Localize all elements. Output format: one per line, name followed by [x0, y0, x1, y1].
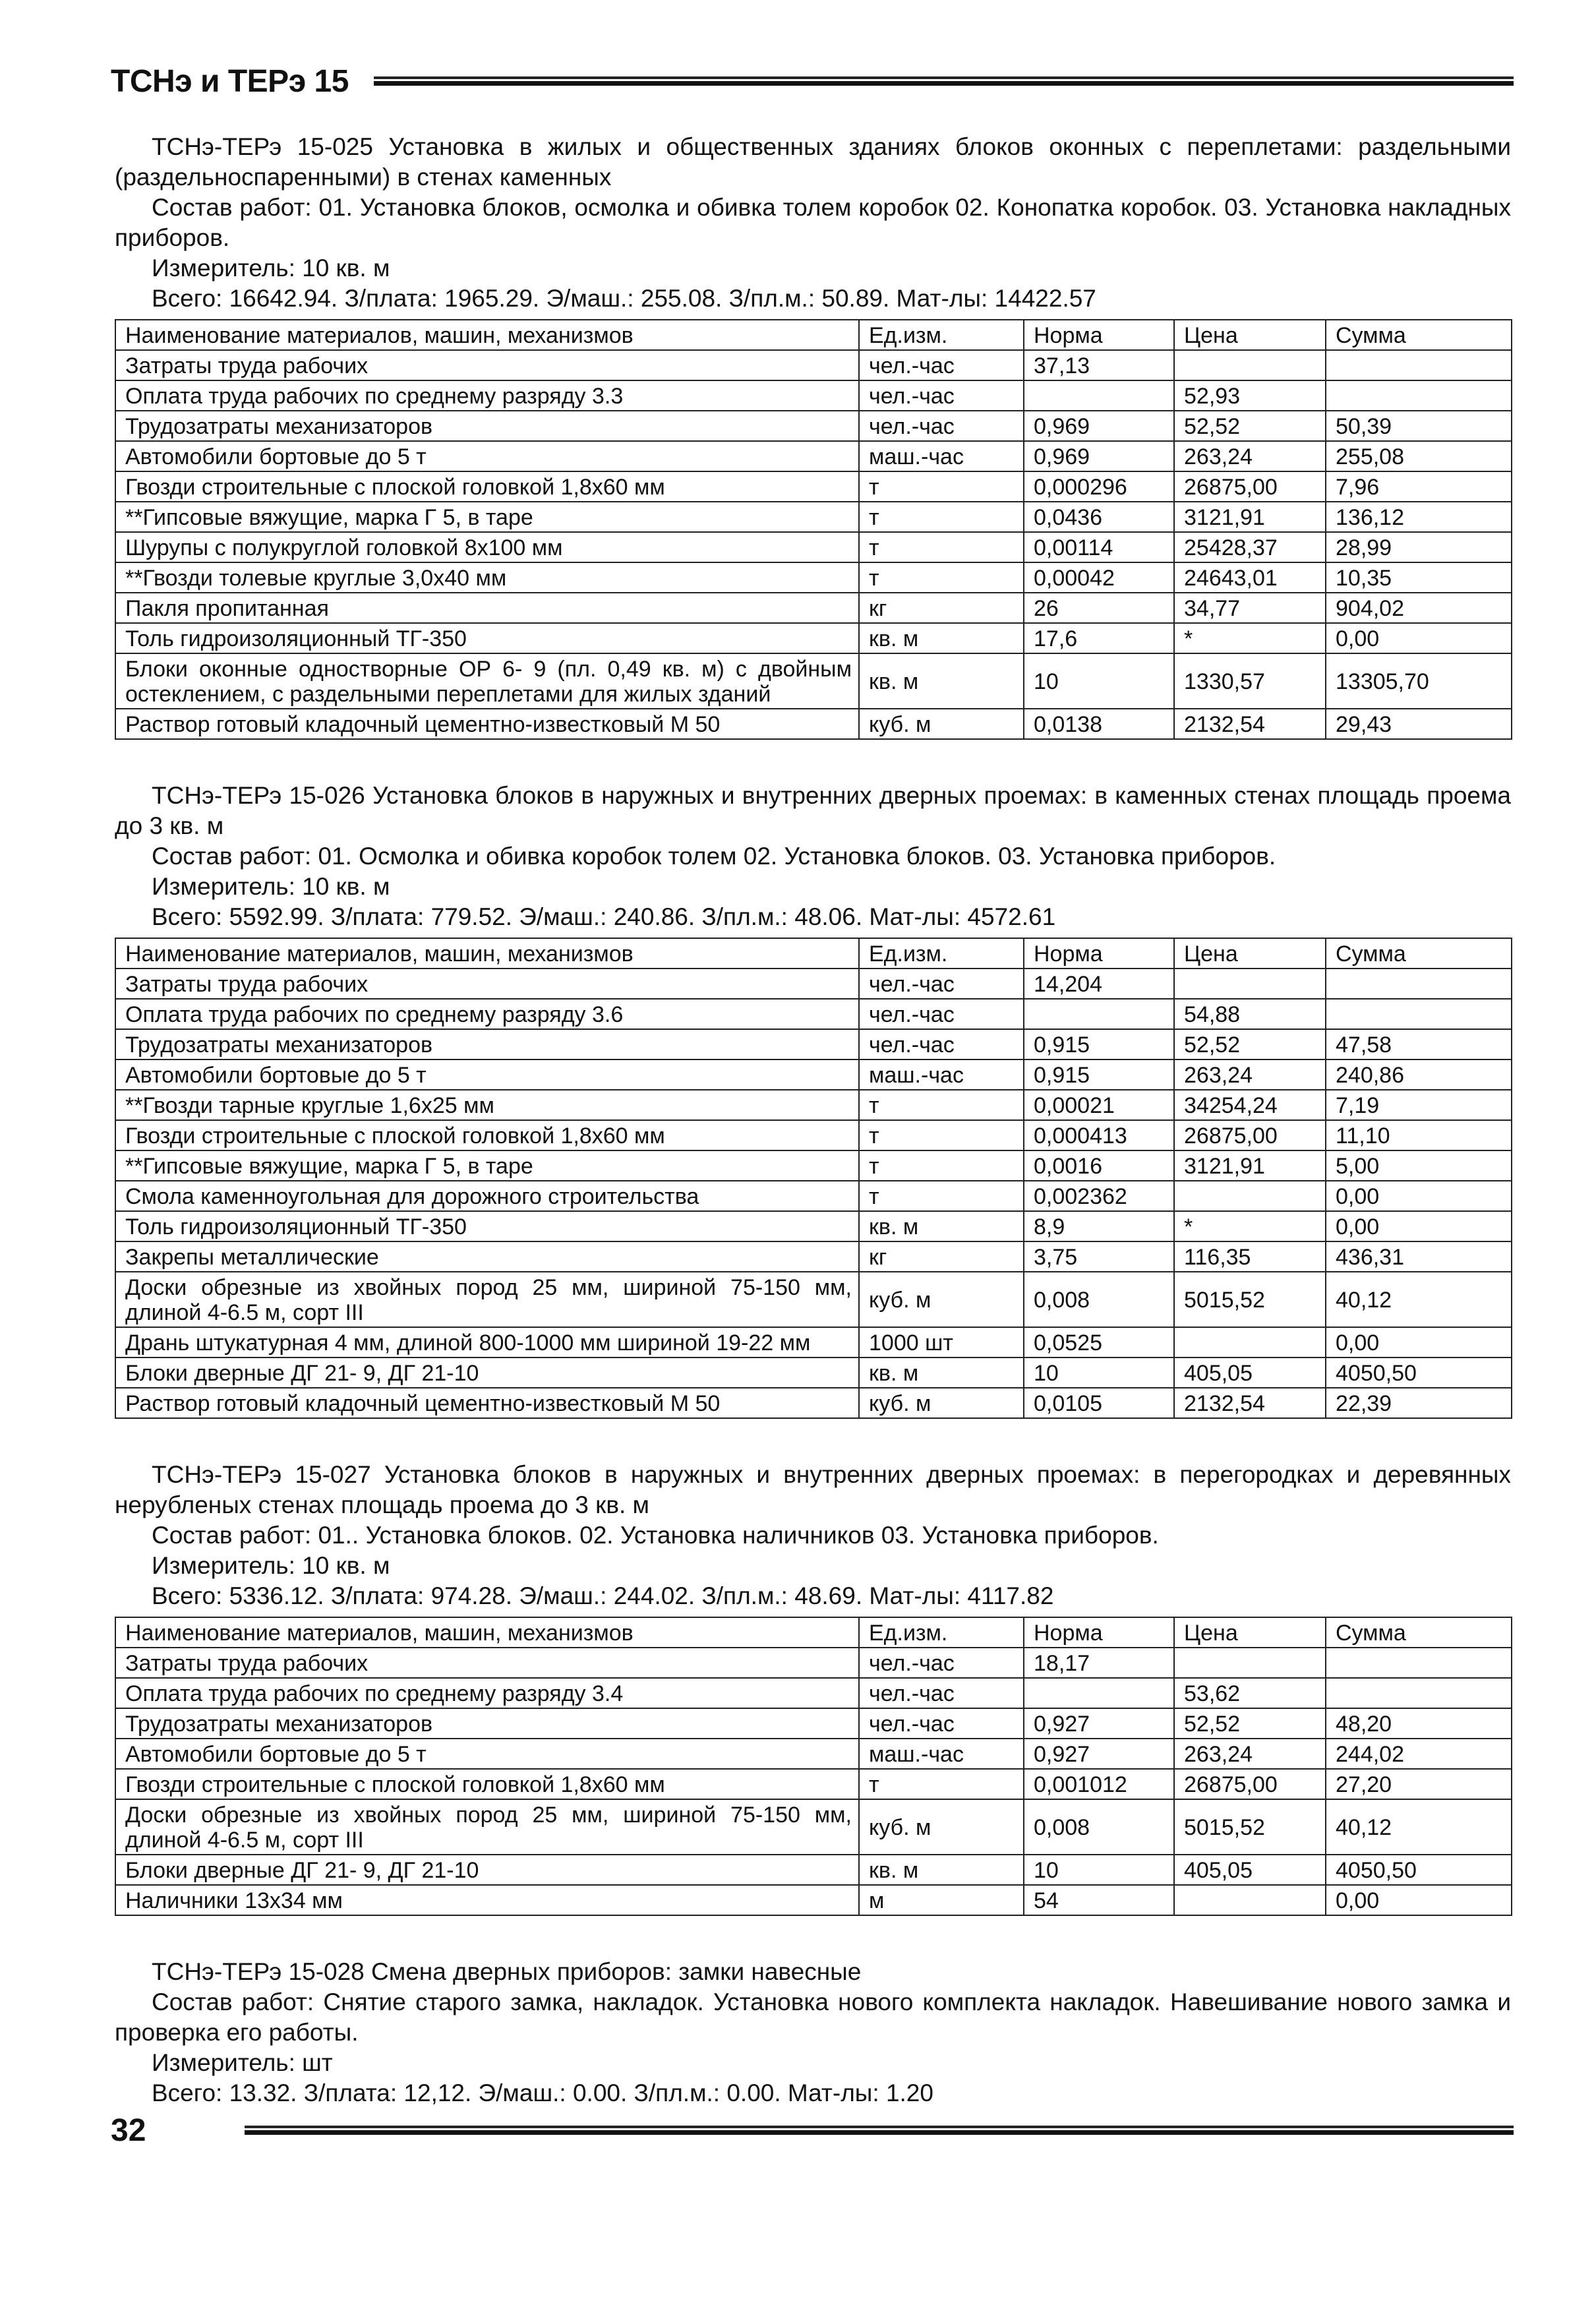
unit-cell: чел.-час: [859, 969, 1024, 999]
sum-cell: 47,58: [1326, 1029, 1512, 1059]
sum-cell: 244,02: [1326, 1739, 1512, 1769]
table-row: [115, 1181, 1512, 1211]
norm-cell: 0,0525: [1024, 1327, 1174, 1357]
unit-cell: чел.-час: [859, 1708, 1024, 1739]
price-cell: [1174, 1885, 1326, 1915]
table-row: [115, 1799, 1512, 1855]
sum-cell: [1326, 1648, 1512, 1678]
unit-cell: чел.-час: [859, 999, 1024, 1029]
unit-cell: чел.-час: [859, 1678, 1024, 1708]
column-header: Сумма: [1326, 320, 1512, 350]
norm-cell: [1024, 999, 1174, 1029]
norm-cell: 0,915: [1024, 1059, 1174, 1090]
sum-cell: [1326, 380, 1512, 411]
table-row: [115, 562, 1512, 593]
material-name-cell: Гвозди строительные с плоской головкой 1,8x60 мм: [115, 1769, 859, 1799]
price-cell: 263,24: [1174, 441, 1326, 471]
unit-cell: куб. м: [859, 1388, 1024, 1418]
norm-cell: 14,204: [1024, 969, 1174, 999]
sum-cell: 27,20: [1326, 1769, 1512, 1799]
sum-cell: 48,20: [1326, 1708, 1512, 1739]
unit-cell: т: [859, 1769, 1024, 1799]
norm-cell: 0,927: [1024, 1739, 1174, 1769]
price-cell: 2132,54: [1174, 1388, 1326, 1418]
column-header: Норма: [1024, 320, 1174, 350]
sum-cell: 0,00: [1326, 1211, 1512, 1241]
sum-cell: 4050,50: [1326, 1357, 1512, 1388]
unit-cell: т: [859, 1090, 1024, 1120]
price-cell: 1330,57: [1174, 653, 1326, 709]
norm-cell: 10: [1024, 653, 1174, 709]
table-row: [115, 441, 1512, 471]
norm-cell: 0,915: [1024, 1029, 1174, 1059]
price-cell: 263,24: [1174, 1739, 1326, 1769]
sum-cell: [1326, 969, 1512, 999]
price-cell: [1174, 1327, 1326, 1357]
table-row: [115, 1739, 1512, 1769]
material-name-cell: Оплата труда рабочих по среднему разряду 3.3: [115, 380, 859, 411]
table-row: [115, 1090, 1512, 1120]
material-name-cell: Наличники 13x34 мм: [115, 1885, 859, 1915]
table-header-row: [115, 320, 1512, 350]
price-cell: 5015,52: [1174, 1272, 1326, 1327]
sum-cell: 436,31: [1326, 1241, 1512, 1272]
material-name-cell: Автомобили бортовые до 5 т: [115, 1059, 859, 1090]
price-cell: 26875,00: [1174, 1120, 1326, 1150]
unit-cell: куб. м: [859, 1272, 1024, 1327]
price-cell: 405,05: [1174, 1357, 1326, 1388]
column-header: Сумма: [1326, 938, 1512, 969]
price-cell: 53,62: [1174, 1678, 1326, 1708]
sum-cell: 0,00: [1326, 1181, 1512, 1211]
unit-cell: чел.-час: [859, 350, 1024, 380]
price-cell: 25428,37: [1174, 532, 1326, 562]
section-title: ТСНэ-ТЕРэ 15-027 Установка блоков в наружных и внутренних дверных проемах: в перегородках и деревянных нерубленых стенах площадь проема до 3 кв. м: [115, 1461, 1511, 1518]
materials-table: [115, 1617, 1512, 1916]
sum-cell: 255,08: [1326, 441, 1512, 471]
price-cell: [1174, 1181, 1326, 1211]
unit-cell: 1000 шт: [859, 1327, 1024, 1357]
column-header: Ед.изм.: [859, 320, 1024, 350]
material-name-cell: Гвозди строительные с плоской головкой 1,8x60 мм: [115, 1120, 859, 1150]
table-row: [115, 1327, 1512, 1357]
estimate-section: [115, 1460, 1511, 1916]
material-name-cell: Блоки дверные ДГ 21- 9, ДГ 21-10: [115, 1357, 859, 1388]
material-name-cell: Шурупы с полукруглой головкой 8x100 мм: [115, 532, 859, 562]
cost-totals: Всего: 13.32. З/плата: 12,12. Э/маш.: 0.00. З/пл.м.: 0.00. Мат-лы: 1.20: [152, 2079, 933, 2106]
unit-cell: куб. м: [859, 709, 1024, 739]
material-name-cell: Гвозди строительные с плоской головкой 1,8x60 мм: [115, 471, 859, 502]
table-row: [115, 1241, 1512, 1272]
column-header: Ед.изм.: [859, 1617, 1024, 1648]
unit-cell: т: [859, 1150, 1024, 1181]
price-cell: *: [1174, 623, 1326, 653]
column-header: Ед.изм.: [859, 938, 1024, 969]
material-name-cell: Затраты труда рабочих: [115, 350, 859, 380]
column-header: Наименование материалов, машин, механизмов: [115, 1617, 859, 1648]
sum-cell: [1326, 350, 1512, 380]
price-cell: 5015,52: [1174, 1799, 1326, 1855]
table-row: [115, 1855, 1512, 1885]
unit-cell: м: [859, 1885, 1024, 1915]
work-composition: Состав работ: 01.. Установка блоков. 02. Установка наличников 03. Установка приборов.: [152, 1522, 1159, 1549]
material-name-cell: Затраты труда рабочих: [115, 1648, 859, 1678]
unit-cell: кг: [859, 1241, 1024, 1272]
norm-cell: 17,6: [1024, 623, 1174, 653]
sum-cell: 136,12: [1326, 502, 1512, 532]
table-row: [115, 709, 1512, 739]
sum-cell: 11,10: [1326, 1120, 1512, 1150]
table-row: [115, 1388, 1512, 1418]
unit-cell: маш.-час: [859, 441, 1024, 471]
norm-cell: 26: [1024, 593, 1174, 623]
column-header: Цена: [1174, 1617, 1326, 1648]
header-title: ТСНэ и ТЕРэ 15: [111, 63, 349, 99]
table-row: [115, 1120, 1512, 1150]
unit-cell: т: [859, 562, 1024, 593]
sum-cell: 10,35: [1326, 562, 1512, 593]
material-name-cell: **Гвозди толевые круглые 3,0x40 мм: [115, 562, 859, 593]
unit-cell: чел.-час: [859, 1029, 1024, 1059]
sum-cell: 22,39: [1326, 1388, 1512, 1418]
norm-cell: 0,927: [1024, 1708, 1174, 1739]
work-composition: Состав работ: 01. Осмолка и обивка коробок толем 02. Установка блоков. 03. Установка приборов.: [152, 843, 1276, 870]
material-name-cell: **Гипсовые вяжущие, марка Г 5, в таре: [115, 502, 859, 532]
page-number: 32: [111, 2112, 146, 2148]
table-row: [115, 1708, 1512, 1739]
price-cell: 3121,91: [1174, 1150, 1326, 1181]
table-row: [115, 502, 1512, 532]
unit-cell: кв. м: [859, 1357, 1024, 1388]
material-name-cell: Закрепы металлические: [115, 1241, 859, 1272]
cost-totals: Всего: 5336.12. З/плата: 974.28. Э/маш.: 244.02. З/пл.м.: 48.69. Мат-лы: 4117.82: [152, 1582, 1054, 1609]
unit-cell: чел.-час: [859, 380, 1024, 411]
price-cell: 2132,54: [1174, 709, 1326, 739]
norm-cell: 54: [1024, 1885, 1174, 1915]
material-name-cell: Затраты труда рабочих: [115, 969, 859, 999]
material-name-cell: Трудозатраты механизаторов: [115, 411, 859, 441]
material-name-cell: Доски обрезные из хвойных пород 25 мм, шириной 75-150 мм, длиной 4-6.5 м, сорт III: [115, 1272, 859, 1327]
table-header-row: [115, 1617, 1512, 1648]
sum-cell: 40,12: [1326, 1272, 1512, 1327]
norm-cell: [1024, 1678, 1174, 1708]
price-cell: 26875,00: [1174, 1769, 1326, 1799]
norm-cell: 0,008: [1024, 1799, 1174, 1855]
section-title: ТСНэ-ТЕРэ 15-028 Смена дверных приборов: замки навесные: [152, 1958, 862, 1985]
table-row: [115, 1648, 1512, 1678]
material-name-cell: Автомобили бортовые до 5 т: [115, 1739, 859, 1769]
sum-cell: 29,43: [1326, 709, 1512, 739]
material-name-cell: Дрань штукатурная 4 мм, длиной 800-1000 мм шириной 19-22 мм: [115, 1327, 859, 1357]
norm-cell: 0,969: [1024, 441, 1174, 471]
unit-cell: чел.-час: [859, 1648, 1024, 1678]
price-cell: 3121,91: [1174, 502, 1326, 532]
material-name-cell: Оплата труда рабочих по среднему разряду 3.6: [115, 999, 859, 1029]
table-row: [115, 969, 1512, 999]
table-row: [115, 593, 1512, 623]
unit-cell: т: [859, 532, 1024, 562]
table-row: [115, 653, 1512, 709]
unit-cell: маш.-час: [859, 1739, 1024, 1769]
norm-cell: 0,0016: [1024, 1150, 1174, 1181]
price-cell: [1174, 969, 1326, 999]
unit-cell: т: [859, 1181, 1024, 1211]
footer-rule: [245, 2126, 1514, 2135]
estimate-section: [115, 781, 1511, 1419]
sum-cell: 904,02: [1326, 593, 1512, 623]
norm-cell: 0,00114: [1024, 532, 1174, 562]
unit-cell: т: [859, 471, 1024, 502]
norm-cell: 0,00021: [1024, 1090, 1174, 1120]
material-name-cell: Блоки дверные ДГ 21- 9, ДГ 21-10: [115, 1855, 859, 1885]
material-name-cell: **Гипсовые вяжущие, марка Г 5, в таре: [115, 1150, 859, 1181]
norm-cell: [1024, 380, 1174, 411]
price-cell: [1174, 350, 1326, 380]
cost-totals: Всего: 16642.94. З/плата: 1965.29. Э/маш.: 255.08. З/пл.м.: 50.89. Мат-лы: 14422.57: [152, 285, 1096, 312]
price-cell: 34,77: [1174, 593, 1326, 623]
table-row: [115, 1769, 1512, 1799]
estimate-section: [115, 1957, 1511, 2108]
material-name-cell: Толь гидроизоляционный ТГ-350: [115, 1211, 859, 1241]
table-row: [115, 1678, 1512, 1708]
material-name-cell: Толь гидроизоляционный ТГ-350: [115, 623, 859, 653]
materials-table: [115, 319, 1512, 740]
norm-cell: 3,75: [1024, 1241, 1174, 1272]
unit-cell: маш.-час: [859, 1059, 1024, 1090]
header-rule: [374, 76, 1514, 86]
price-cell: 26875,00: [1174, 471, 1326, 502]
norm-cell: 0,001012: [1024, 1769, 1174, 1799]
document-body: [115, 132, 1511, 2108]
column-header: Цена: [1174, 938, 1326, 969]
sum-cell: 0,00: [1326, 1885, 1512, 1915]
sum-cell: 4050,50: [1326, 1855, 1512, 1885]
table-row: [115, 1211, 1512, 1241]
unit-cell: т: [859, 1120, 1024, 1150]
column-header: Норма: [1024, 938, 1174, 969]
table-header-row: [115, 938, 1512, 969]
price-cell: 24643,01: [1174, 562, 1326, 593]
price-cell: 405,05: [1174, 1855, 1326, 1885]
norm-cell: 0,0436: [1024, 502, 1174, 532]
column-header: Наименование материалов, машин, механизмов: [115, 320, 859, 350]
table-row: [115, 471, 1512, 502]
sum-cell: 0,00: [1326, 1327, 1512, 1357]
table-row: [115, 1059, 1512, 1090]
norm-cell: 10: [1024, 1855, 1174, 1885]
sum-cell: 7,19: [1326, 1090, 1512, 1120]
material-name-cell: Доски обрезные из хвойных пород 25 мм, шириной 75-150 мм, длиной 4-6.5 м, сорт III: [115, 1799, 859, 1855]
norm-cell: 0,008: [1024, 1272, 1174, 1327]
unit-cell: т: [859, 502, 1024, 532]
measurement-unit: Измеритель: шт: [152, 2049, 333, 2076]
price-cell: 52,52: [1174, 1708, 1326, 1739]
material-name-cell: Трудозатраты механизаторов: [115, 1029, 859, 1059]
sum-cell: 40,12: [1326, 1799, 1512, 1855]
price-cell: *: [1174, 1211, 1326, 1241]
column-header: Сумма: [1326, 1617, 1512, 1648]
table-row: [115, 411, 1512, 441]
unit-cell: чел.-час: [859, 411, 1024, 441]
unit-cell: кв. м: [859, 1855, 1024, 1885]
norm-cell: 37,13: [1024, 350, 1174, 380]
sum-cell: 5,00: [1326, 1150, 1512, 1181]
unit-cell: кг: [859, 593, 1024, 623]
material-name-cell: Смола каменноугольная для дорожного строительства: [115, 1181, 859, 1211]
norm-cell: 8,9: [1024, 1211, 1174, 1241]
sum-cell: 240,86: [1326, 1059, 1512, 1090]
sum-cell: [1326, 1678, 1512, 1708]
norm-cell: 18,17: [1024, 1648, 1174, 1678]
material-name-cell: Раствор готовый кладочный цементно-известковый М 50: [115, 709, 859, 739]
norm-cell: 0,00042: [1024, 562, 1174, 593]
sum-cell: 50,39: [1326, 411, 1512, 441]
table-row: [115, 350, 1512, 380]
column-header: Наименование материалов, машин, механизмов: [115, 938, 859, 969]
table-row: [115, 623, 1512, 653]
work-composition: Состав работ: 01. Установка блоков, осмолка и обивка толем коробок 02. Конопатка коробок. 03. Установка накладных приборов.: [115, 194, 1511, 251]
page-header: [111, 58, 1514, 104]
norm-cell: 0,0105: [1024, 1388, 1174, 1418]
norm-cell: 0,0138: [1024, 709, 1174, 739]
material-name-cell: Пакля пропитанная: [115, 593, 859, 623]
page-footer: [111, 2107, 1514, 2153]
table-row: [115, 380, 1512, 411]
sum-cell: 28,99: [1326, 532, 1512, 562]
measurement-unit: Измеритель: 10 кв. м: [152, 254, 390, 282]
estimate-section: [115, 132, 1511, 740]
price-cell: 34254,24: [1174, 1090, 1326, 1120]
work-composition: Состав работ: Снятие старого замка, накладок. Установка нового комплекта накладок. Навешивание нового замка и проверка его работы.: [115, 1988, 1511, 2046]
unit-cell: кв. м: [859, 653, 1024, 709]
table-row: [115, 1150, 1512, 1181]
table-row: [115, 1029, 1512, 1059]
sum-cell: [1326, 999, 1512, 1029]
section-title: ТСНэ-ТЕРэ 15-025 Установка в жилых и общественных зданиях блоков оконных с переплетами: раздельными (раздельноспаренными) в стенах каменных: [115, 133, 1511, 191]
section-title: ТСНэ-ТЕРэ 15-026 Установка блоков в наружных и внутренних дверных проемах: в каменных стенах площадь проема до 3 кв. м: [115, 782, 1511, 839]
materials-table: [115, 938, 1512, 1419]
material-name-cell: Оплата труда рабочих по среднему разряду 3.4: [115, 1678, 859, 1708]
unit-cell: куб. м: [859, 1799, 1024, 1855]
table-row: [115, 999, 1512, 1029]
material-name-cell: Трудозатраты механизаторов: [115, 1708, 859, 1739]
material-name-cell: **Гвозди тарные круглые 1,6x25 мм: [115, 1090, 859, 1120]
table-row: [115, 1357, 1512, 1388]
table-row: [115, 1272, 1512, 1327]
price-cell: 116,35: [1174, 1241, 1326, 1272]
price-cell: 52,52: [1174, 411, 1326, 441]
measurement-unit: Измеритель: 10 кв. м: [152, 1552, 390, 1579]
norm-cell: 0,969: [1024, 411, 1174, 441]
norm-cell: 0,000413: [1024, 1120, 1174, 1150]
sum-cell: 0,00: [1326, 623, 1512, 653]
price-cell: 52,93: [1174, 380, 1326, 411]
material-name-cell: Раствор готовый кладочный цементно-известковый М 50: [115, 1388, 859, 1418]
unit-cell: кв. м: [859, 1211, 1024, 1241]
material-name-cell: Блоки оконные одностворные ОР 6- 9 (пл. 0,49 кв. м) с двойным остеклением, с раздельными переплетами для жилых зданий: [115, 653, 859, 709]
sum-cell: 13305,70: [1326, 653, 1512, 709]
price-cell: [1174, 1648, 1326, 1678]
column-header: Норма: [1024, 1617, 1174, 1648]
price-cell: 54,88: [1174, 999, 1326, 1029]
sum-cell: 7,96: [1326, 471, 1512, 502]
cost-totals: Всего: 5592.99. З/плата: 779.52. Э/маш.: 240.86. З/пл.м.: 48.06. Мат-лы: 4572.61: [152, 903, 1056, 930]
price-cell: 263,24: [1174, 1059, 1326, 1090]
table-row: [115, 532, 1512, 562]
price-cell: 52,52: [1174, 1029, 1326, 1059]
norm-cell: 0,002362: [1024, 1181, 1174, 1211]
measurement-unit: Измеритель: 10 кв. м: [152, 873, 390, 900]
material-name-cell: Автомобили бортовые до 5 т: [115, 441, 859, 471]
column-header: Цена: [1174, 320, 1326, 350]
norm-cell: 10: [1024, 1357, 1174, 1388]
table-row: [115, 1885, 1512, 1915]
unit-cell: кв. м: [859, 623, 1024, 653]
norm-cell: 0,000296: [1024, 471, 1174, 502]
